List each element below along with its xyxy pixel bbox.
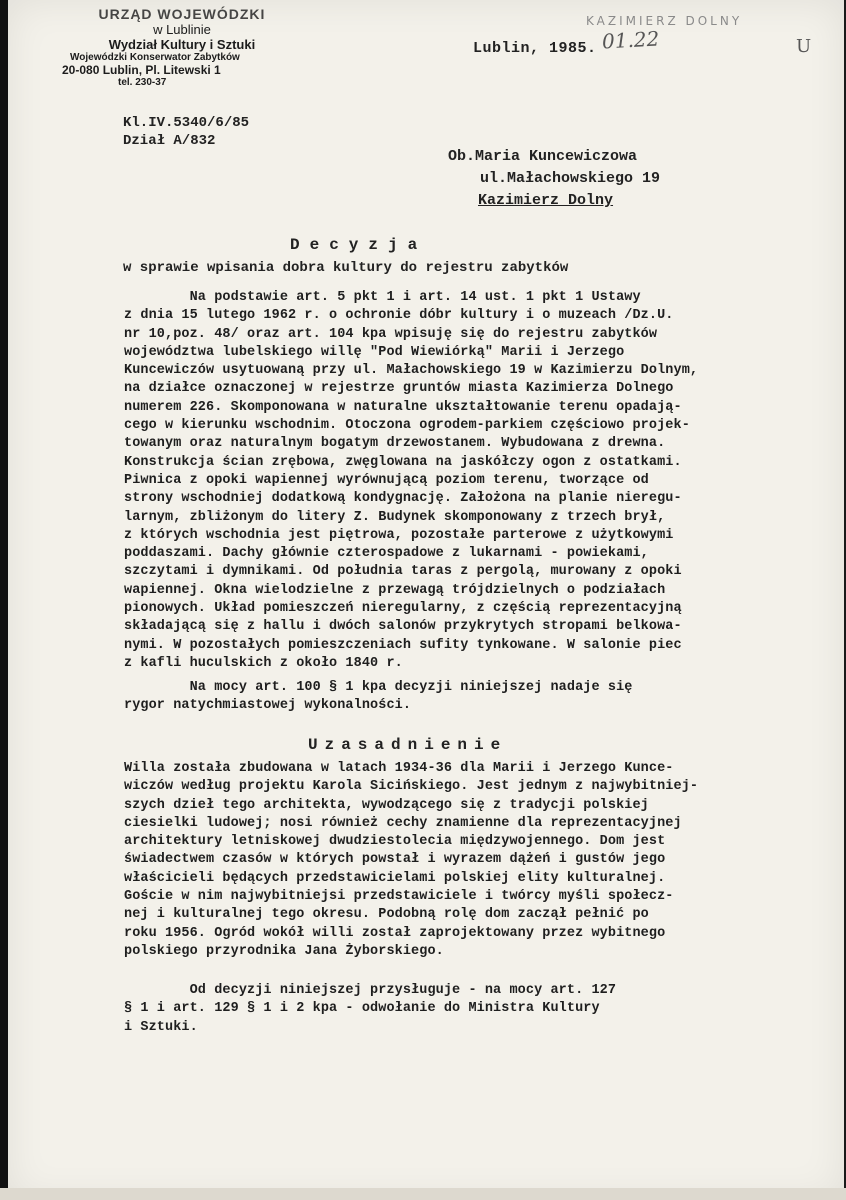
- pencil-mark: U: [796, 36, 812, 57]
- scan-border-bottom: [0, 1188, 846, 1200]
- text-line: wiczów według projektu Karola Sicińskiego. Jest jednym z najwybitniej-: [124, 779, 699, 795]
- text-line: Konstrukcja ścian zrębowa, zwęglowana na jaskółczy ogon z ostatkami.: [124, 454, 682, 470]
- text-line: pionowych. Układ pomieszczeń nieregularny, z częścią reprezentacyjną: [124, 601, 682, 617]
- text-line: nr 10,poz. 48/ oraz art. 104 kpa wpisuję się do rejestru zabytków: [124, 326, 658, 342]
- reference-number: Kl.IV.5340/6/85: [123, 115, 250, 131]
- document-title: Decyzja: [290, 236, 428, 254]
- text-line: nej i kulturalnej tego okresu. Podobną rolę dom zaczął pełnić po: [124, 907, 649, 923]
- stamp-address: 20-080 Lublin, Pl. Litewski 1: [62, 63, 221, 77]
- text-line: nymi. W pozostałych pomieszczeniach sufity tynkowane. W salonie piec: [124, 637, 682, 653]
- text-line: polskiego przyrodnika Jana Żyborskiego.: [124, 943, 444, 959]
- stamp-office-name: URZĄD WOJEWÓDZKI: [98, 6, 266, 22]
- text-line: architektury letniskowej dwudziestolecia międzywojennego. Dom jest: [124, 834, 666, 850]
- text-line: województwa lubelskiego willę "Pod Wiewiórką" Marii i Jerzego: [124, 344, 625, 360]
- text-line: ciesielki ludowej; nosi również cechy znamienne dla reprezentacyjnej: [124, 815, 682, 831]
- text-line: z których wschodnia jest piętrowa, pozostałe parterowe z użytkowymi: [124, 527, 674, 543]
- document-page: [8, 0, 844, 1200]
- text-line: wapiennej. Okna wielodzielne z przewagą trójdzielnych o podziałach: [124, 582, 666, 598]
- text-line: szych dzieł tego architekta, wywodzącego się z tradycji polskiej: [124, 797, 649, 813]
- office-stamp: [62, 6, 302, 88]
- justification-paragraph: [124, 760, 698, 961]
- text-line: i Sztuki.: [124, 1019, 198, 1035]
- handwritten-date: 01.22: [601, 26, 660, 54]
- text-line: Na podstawie art. 5 pkt 1 i art. 14 ust. 1 pkt 1 Ustawy: [124, 290, 641, 305]
- text-line: z dnia 15 lutego 1962 r. o ochronie dóbr kultury i o muzeach /Dz.U.: [124, 308, 674, 324]
- text-line: świadectwem czasów w których powstał i wyrazem dążeń i gustów jego: [124, 852, 666, 868]
- text-line: numerem 226. Skomponowana w naturalne ukształtowanie terenu opadają-: [124, 399, 682, 415]
- text-line: z kafli huculskich z około 1840 r.: [124, 655, 403, 671]
- addressee-town: Kazimierz Dolny: [478, 192, 614, 209]
- text-line: roku 1956. Ogród wokół willi został zaprojektowany przez wybitnego: [124, 925, 666, 941]
- text-line: cego w kierunku wschodnim. Otoczona ogrodem-parkiem częściowo projek-: [124, 418, 690, 434]
- addressee-street: ul.Małachowskiego 19: [480, 170, 661, 187]
- text-line: Willa została zbudowana w latach 1934-36 dla Marii i Jerzego Kunce-: [124, 761, 674, 776]
- text-line: Od decyzji niniejszej przysługuje - na mocy art. 127: [124, 983, 617, 998]
- text-line: poddaszami. Dachy głównie czterospadowe z lukarnami - powiekami,: [124, 546, 649, 562]
- text-line: Goście w nim najwybitniejsi przedstawiciele i twórcy myśli społecz-: [124, 889, 674, 905]
- justification-heading: Uzasadnienie: [308, 736, 508, 754]
- stamp-conservator: Wojewódzki Konserwator Zabytków: [70, 52, 240, 63]
- text-line: składającą się z hallu i dwóch salonów przykrytych stropami belkowa-: [124, 619, 682, 635]
- addressee-name: Ob.Maria Kuncewiczowa: [448, 148, 638, 165]
- stamp-department: Wydział Kultury i Sztuki: [108, 37, 256, 52]
- text-line: na działce oznaczonej w rejestrze gruntów miasta Kazimierza Dolnego: [124, 381, 674, 397]
- stamp-city: w Lublinie: [153, 22, 211, 37]
- addressee-block: [448, 146, 660, 212]
- text-line: rygor natychmiastowej wykonalności.: [124, 698, 412, 714]
- stamp-phone: tel. 230-37: [118, 77, 167, 88]
- pencil-annotation: KAZIMIERZ DOLNY: [586, 14, 743, 28]
- text-line: Kuncewiczów usytuowaną przy ul. Małachowskiego 19 w Kazimierzu Dolnym,: [124, 363, 699, 379]
- text-line: larnym, zbliżonym do litery Z. Budynek skomponowany z trzech brył,: [124, 509, 666, 525]
- text-line: szczytami i dymnikami. Od południa taras z pergolą, murowany z opoki: [124, 564, 682, 580]
- place-and-date: Lublin, 1985.: [473, 40, 597, 57]
- reference-block: [123, 114, 249, 150]
- text-line: Piwnica z opoki wapiennej wyrównującą poziom terenu, tworzące od: [124, 472, 649, 488]
- document-subject: w sprawie wpisania dobra kultury do rejestru zabytków: [123, 260, 569, 276]
- decision-paragraph: [124, 289, 698, 673]
- scan-border-left: [0, 0, 8, 1200]
- text-line: strony wschodniej dodatkową kondygnację. Założona na planie nieregu-: [124, 491, 682, 507]
- text-line: Na mocy art. 100 § 1 kpa decyzji niniejszej nadaje się: [124, 680, 633, 695]
- enforcement-paragraph: [124, 679, 632, 716]
- reference-section: Dział A/832: [123, 133, 216, 149]
- appeal-paragraph: [124, 982, 616, 1037]
- text-line: § 1 i art. 129 § 1 i 2 kpa - odwołanie do Ministra Kultury: [124, 1001, 600, 1017]
- text-line: towanym oraz naturalnym bogatym drzewostanem. Wybudowana z drewna.: [124, 436, 666, 452]
- text-line: właścicieli będących przedstawicielami polskiej elity kulturalnej.: [124, 870, 666, 886]
